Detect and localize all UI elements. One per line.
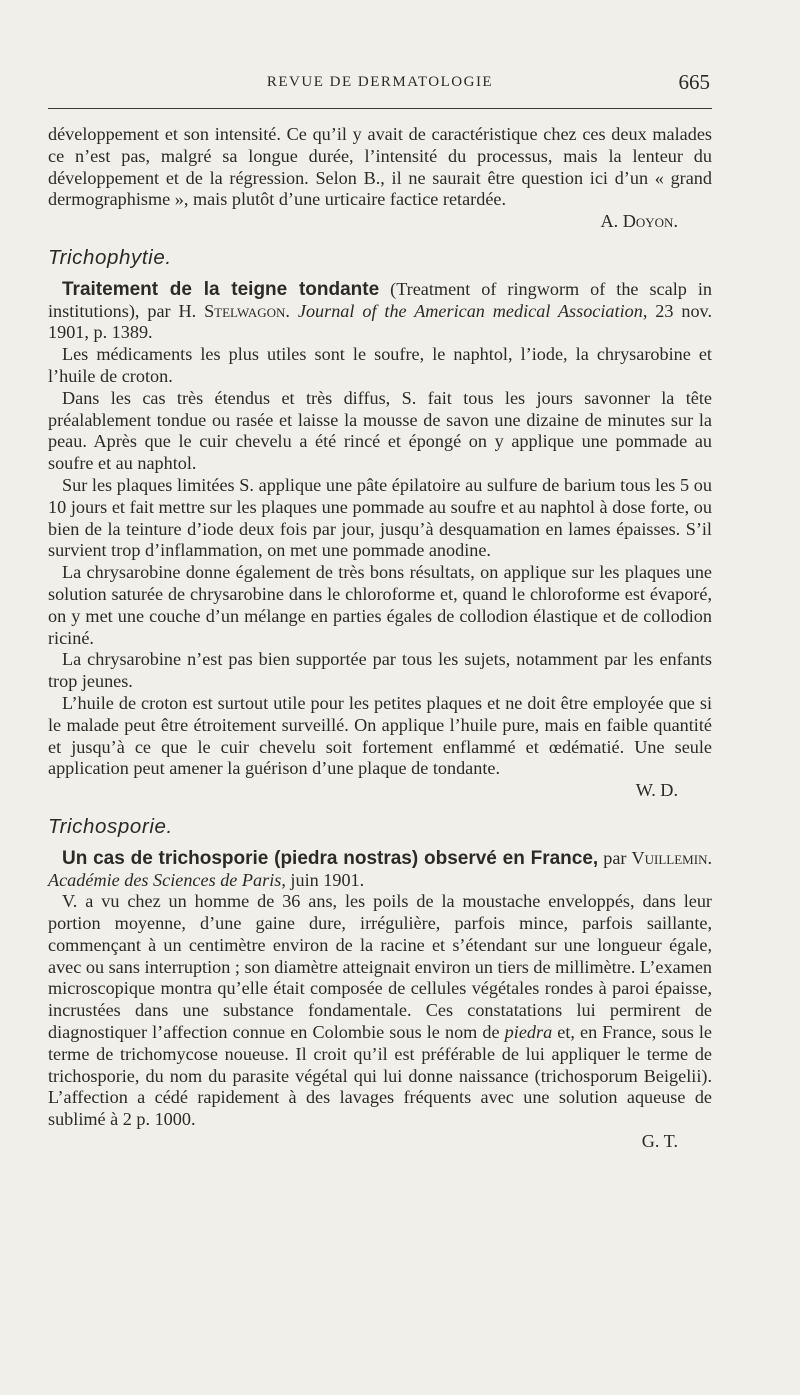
- citation-text: , 23 nov. 1901, p. 1389.: [48, 300, 712, 343]
- page-body: [48, 124, 712, 1153]
- intro-signature: A. Doyon.: [600, 211, 678, 232]
- paragraph-italic-term: piedra: [504, 1022, 553, 1043]
- article-title-1: Traitement de la teigne tondante: [62, 278, 380, 300]
- journal-name: Académie des Sciences de Paris: [48, 869, 282, 890]
- paragraph: La chrysarobine n’est pas bien supportée par tous les sujets, notamment par les enfants trop jeunes.: [48, 649, 712, 692]
- citation-text: par: [598, 847, 632, 868]
- running-title: REVUE DE DERMATOLOGIE: [266, 74, 494, 90]
- header-rule: [48, 108, 712, 109]
- page-header: [48, 70, 712, 94]
- paragraph-text: V. a vu chez un homme de 36 ans, les poils de la moustache enveloppés, dans leur portion moyenne, d’une gaine dure, irrégulière, parfois mince, parfois saillante, commençant à un centimètre environ de la racine et s’étendant sur une longueur égale, avec ou sans interruption ; son diamètre atteignait environ un tiers de millimètre. L’examen microscopique montra qu’elle était composée de cellules végétales rondes à paroi épaisse, incrustées dans une substance fondamentale. Ces constatations lui permirent de diagnostiquer l’affection connue en Colombie sous le nom de: [48, 891, 712, 1043]
- paragraph: La chrysarobine donne également de très bons résultats, on applique sur les plaques une solution saturée de chrysarobine dans le chloroforme et, quand le chloroforme est évaporé, on y met une couche d’un mélange en parties égales de collodion élastique et de collodion riciné.: [48, 562, 712, 648]
- intro-text: développement et son intensité. Ce qu’il y avait de caractéristique chez ces deux malades ce n’est pas, malgré sa longue durée, l’intensité du processus, mais la lenteur du développement et de la régression. Selon B., il ne saurait être question ici d’un « grand dermographisme », mais plutôt d’une urticaire factice retardée.: [48, 124, 712, 210]
- article-citation-1: [48, 279, 712, 344]
- article-title-2: Un cas de trichosporie (piedra nostras) observé en France,: [62, 847, 599, 869]
- paragraph-text: et, en France, sous le terme de trichomycose noueuse. Il croit qu’il est préférable de lui appliquer le terme de trichosporie, du nom du parasite végétal qui lui donne naissance (trichosporum Beigelii). L’affection a cédé rapidement à des lavages fréquents avec une solution aqueuse de sublimé à 2 p. 1000.: [48, 1022, 712, 1130]
- paragraph: Sur les plaques limitées S. applique une pâte épilatoire au sulfure de barium tous les 5 ou 10 jours et fait mettre sur les plaques une pommade au soufre et au naphtol à dose forte, ou bien de la teinture d’iode deux fois par jour, jusqu’à desquamation en lames épaisses. S’il survient trop d’inflammation, on met une pommade anodine.: [48, 474, 712, 561]
- section-heading-trichosporie: Trichosporie.: [48, 814, 173, 838]
- section1-signature: W. D.: [635, 780, 678, 801]
- intro-paragraph: [48, 124, 712, 211]
- section2-signature: G. T.: [641, 1131, 678, 1152]
- paragraph: [48, 891, 712, 1131]
- journal-name: Journal of the American medical Association: [297, 300, 643, 321]
- paragraph: L’huile de croton est surtout utile pour les petites plaques et ne doit être employée que si le malade peut être étroitement surveillé. On applique l’huile pure, mais en faible quantité et jusqu’à ce que le cuir chevelu soit fortement enflammé et œdématié. Une seule application peut amener la guérison d’une plaque de tondante.: [48, 692, 712, 779]
- section-heading-trichophytie: Trichophytie.: [48, 245, 172, 269]
- citation-text: (Treatment of ringworm of the scalp in institutions), par H.: [48, 278, 712, 321]
- citation-text: , juin 1901.: [281, 869, 365, 890]
- citation-text: .: [285, 300, 298, 321]
- author-name: Vuillemin: [631, 847, 708, 868]
- author-name: Stelwagon: [204, 300, 286, 321]
- page-number: 665: [678, 70, 710, 94]
- citation-text: .: [707, 847, 712, 868]
- paragraph: Les médicaments les plus utiles sont le soufre, le naphtol, l’iode, la chrysarobine et l’huile de croton.: [48, 344, 712, 386]
- article-citation-2: [48, 848, 712, 892]
- paragraph: Dans les cas très étendus et très diffus, S. fait tous les jours savonner la tête préalablement tondue ou rasée et laisse la mousse de savon une dizaine de minutes sur la peau. Après que le cuir chevelu a été rincé et épongé on y applique une pommade au soufre et au naphtol.: [48, 387, 712, 474]
